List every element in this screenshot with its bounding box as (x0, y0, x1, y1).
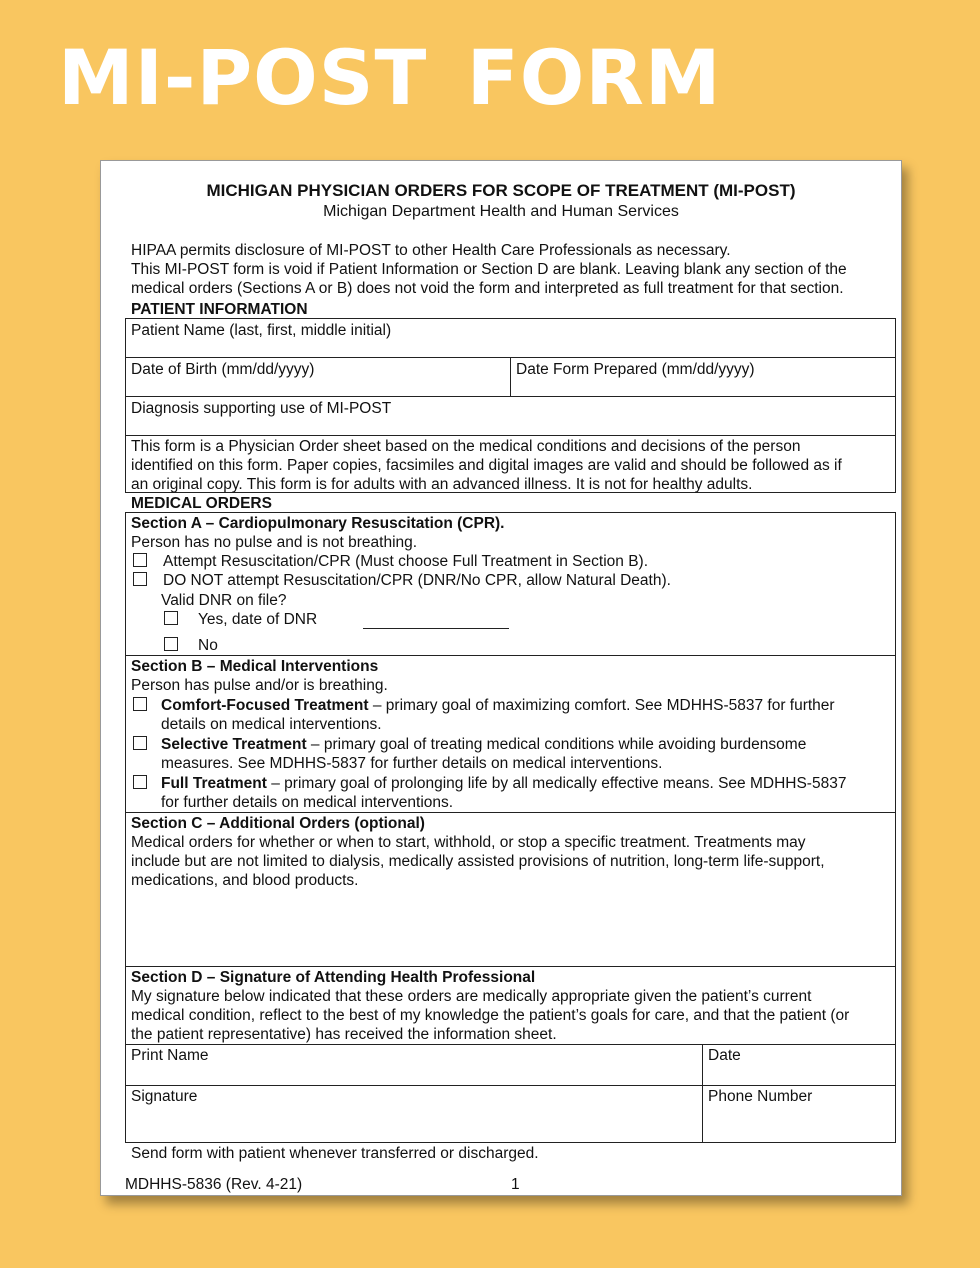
section-c-desc: Medical orders for whether or when to start, withhold, or stop a specific treatment. Treatments may (131, 834, 806, 851)
date-of-birth-field[interactable]: Date of Birth (mm/dd/yyyy) (131, 361, 315, 378)
dnr-no-checkbox[interactable] (164, 637, 178, 651)
dnr-date-field[interactable] (363, 628, 509, 629)
full-treatment-name: Full Treatment (161, 775, 267, 792)
medical-orders-heading: MEDICAL ORDERS (131, 495, 272, 512)
selective-treatment-desc: – primary goal of treating medical conditions while avoiding burdensome (306, 736, 807, 753)
divider (125, 435, 896, 436)
dnr-yes-label: Yes, date of DNR (198, 611, 318, 628)
selective-treatment-name: Selective Treatment (161, 736, 307, 753)
form-id: MDHHS-5836 (Rev. 4-21) (125, 1176, 303, 1193)
intro-line: This MI-POST form is void if Patient Information or Section D are blank. Leaving blank any section of the (131, 261, 847, 278)
section-d-title: Section D – Signature of Attending Health Professional (131, 969, 536, 986)
dnr-no-label: No (198, 637, 218, 654)
date-form-prepared-field[interactable]: Date Form Prepared (mm/dd/yyyy) (516, 361, 755, 378)
divider (125, 1085, 896, 1086)
valid-dnr-question: Valid DNR on file? (161, 592, 287, 609)
notice-line: identified on this form. Paper copies, facsimiles and digital images are valid and should be followed as if (131, 457, 842, 474)
full-treatment-checkbox[interactable] (133, 775, 147, 789)
additional-orders-field[interactable] (131, 893, 891, 961)
divider (125, 1044, 896, 1045)
dnr-label: DO NOT attempt Resuscitation/CPR (DNR/No CPR, allow Natural Death). (163, 572, 671, 589)
selective-treatment-desc-cont: measures. See MDHHS-5837 for further details on medical interventions. (161, 755, 663, 772)
send-form-note: Send form with patient whenever transferred or discharged. (131, 1145, 539, 1162)
comfort-treatment-name: Comfort-Focused Treatment (161, 697, 369, 714)
notice-line: This form is a Physician Order sheet based on the medical conditions and decisions of the person (131, 438, 801, 455)
comfort-treatment-desc: – primary goal of maximizing comfort. See MDHHS-5837 for further (368, 697, 835, 714)
signature-field[interactable]: Signature (131, 1088, 198, 1105)
full-treatment-desc-cont: for further details on medical interventions. (161, 794, 454, 811)
dnr-checkbox[interactable] (133, 572, 147, 586)
attempt-cpr-label: Attempt Resuscitation/CPR (Must choose Full Treatment in Section B). (163, 553, 648, 570)
section-d-desc: medical condition, reflect to the best of my knowledge the patient’s goals for care, and that the patient (or (131, 1007, 850, 1024)
section-c-title: Section C – Additional Orders (optional) (131, 815, 425, 832)
full-treatment-label (161, 774, 846, 793)
section-b-title: Section B – Medical Interventions (131, 658, 379, 675)
section-a-title: Section A – Cardiopulmonary Resuscitation (CPR). (131, 515, 505, 532)
banner-title: MI-POST FORM (58, 33, 722, 122)
mi-post-form-document (100, 160, 902, 1196)
section-c-desc: include but are not limited to dialysis, medically assisted provisions of nutrition, long-term life-support, (131, 853, 825, 870)
diagnosis-field[interactable]: Diagnosis supporting use of MI-POST (131, 400, 392, 417)
section-a-desc: Person has no pulse and is not breathing. (131, 534, 418, 551)
divider (125, 655, 896, 656)
divider (125, 812, 896, 813)
form-subtitle: Michigan Department Health and Human Services (323, 203, 679, 220)
divider (510, 357, 511, 396)
comfort-treatment-desc-cont: details on medical interventions. (161, 716, 382, 733)
section-c-desc: medications, and blood products. (131, 872, 359, 889)
intro-line: HIPAA permits disclosure of MI-POST to other Health Care Professionals as necessary. (131, 242, 731, 259)
page-number: 1 (511, 1176, 520, 1193)
date-field[interactable]: Date (708, 1047, 741, 1064)
attempt-cpr-checkbox[interactable] (133, 553, 147, 567)
dnr-yes-checkbox[interactable] (164, 611, 178, 625)
divider (125, 396, 896, 397)
print-name-field[interactable]: Print Name (131, 1047, 209, 1064)
form-title: MICHIGAN PHYSICIAN ORDERS FOR SCOPE OF TREATMENT (MI-POST) (206, 181, 796, 200)
section-d-desc: My signature below indicated that these orders are medically appropriate given the patient’s current (131, 988, 812, 1005)
selective-treatment-label (161, 735, 806, 754)
patient-name-field[interactable]: Patient Name (last, first, middle initial) (131, 322, 392, 339)
divider (702, 1044, 703, 1143)
section-d-desc: the patient representative) has received the information sheet. (131, 1026, 557, 1043)
full-treatment-desc: – primary goal of prolonging life by all medically effective means. See MDHHS-5837 (266, 775, 847, 792)
notice-line: an original copy. This form is for adults with an advanced illness. It is not for healthy adults. (131, 476, 753, 493)
patient-info-heading: PATIENT INFORMATION (131, 301, 308, 318)
intro-line: medical orders (Sections A or B) does not void the form and interpreted as full treatment for that section. (131, 280, 844, 297)
comfort-treatment-checkbox[interactable] (133, 697, 147, 711)
divider (125, 966, 896, 967)
selective-treatment-checkbox[interactable] (133, 736, 147, 750)
phone-number-field[interactable]: Phone Number (708, 1088, 813, 1105)
comfort-treatment-label (161, 696, 835, 715)
section-b-desc: Person has pulse and/or is breathing. (131, 677, 388, 694)
